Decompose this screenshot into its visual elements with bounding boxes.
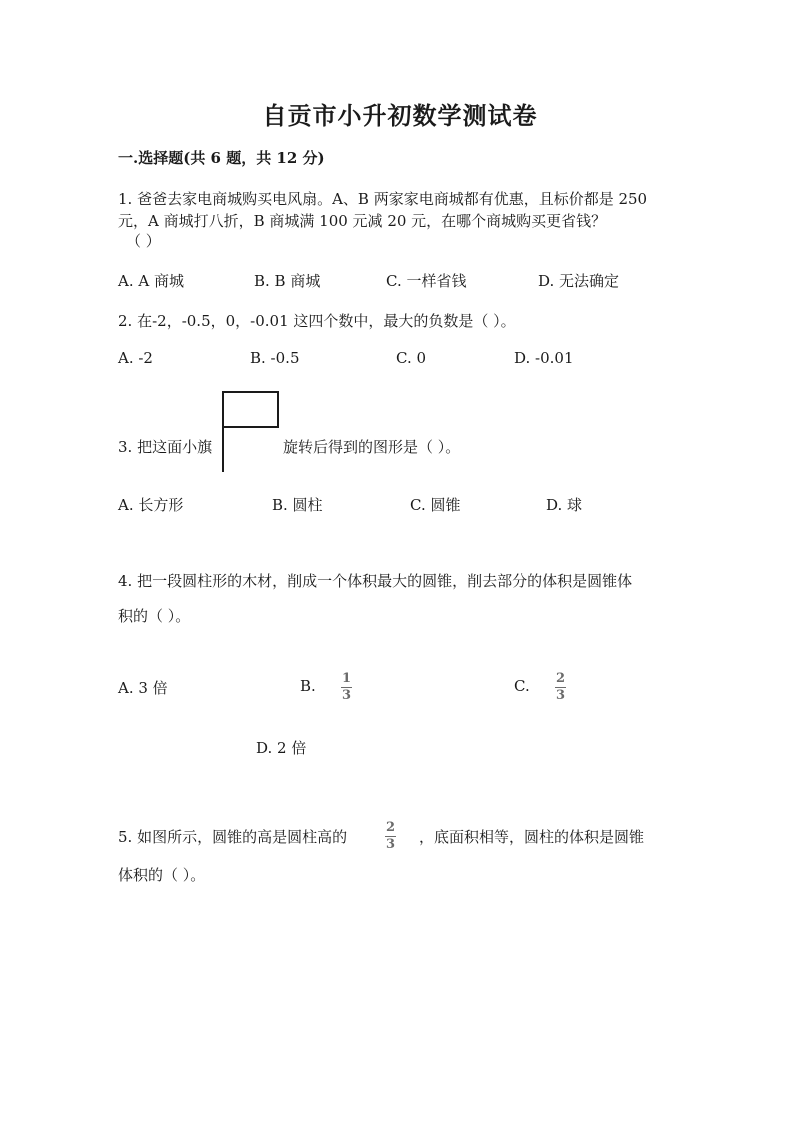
question-1-option-d[interactable]: D. 无法确定 — [538, 272, 620, 290]
question-2-option-a[interactable]: A. -2 — [118, 349, 153, 367]
question-1-line-1: 1. 爸爸去家电商城购买电风扇。A、B 两家家电商城都有优惠，且标价都是 250 — [118, 190, 648, 208]
fraction-denominator: 3 — [385, 837, 396, 852]
question-1-option-b[interactable]: B. B 商城 — [254, 272, 321, 290]
section-heading: 一.选择题(共 6 题，共 12 分) — [118, 149, 325, 167]
question-4-line-2: 积的（ ）。 — [118, 607, 191, 625]
page-title: 自贡市小升初数学测试卷 — [262, 101, 538, 130]
question-5-fraction — [385, 821, 396, 852]
flag-figure — [220, 390, 280, 474]
question-5-text-before: 5. 如图所示，圆锥的高是圆柱高的 — [118, 828, 348, 846]
question-1-option-c[interactable]: C. 一样省钱 — [386, 272, 467, 290]
question-1-line-2: 元，A 商城打八折，B 商城满 100 元减 20 元，在哪个商城购买更省钱？ — [118, 212, 607, 230]
question-3-option-a[interactable]: A. 长方形 — [118, 496, 184, 514]
fraction-denominator: 3 — [341, 688, 352, 703]
question-3-option-b[interactable]: B. 圆柱 — [272, 496, 323, 514]
question-1-answer-blank: （ ） — [126, 232, 161, 250]
question-2-text: 2. 在-2，-0.5，0，-0.01 这四个数中，最大的负数是（ ）。 — [118, 312, 516, 330]
question-3-text-before: 3. 把这面小旗 — [118, 438, 213, 456]
question-5-text-after: ，底面积相等，圆柱的体积是圆锥 — [419, 828, 645, 846]
question-4-option-c-label[interactable]: C. — [514, 677, 530, 695]
fraction-numerator: 1 — [341, 671, 352, 686]
question-5-line-2: 体积的（ ）。 — [118, 866, 206, 884]
question-2-option-b[interactable]: B. -0.5 — [250, 349, 300, 367]
question-3-option-d[interactable]: D. 球 — [546, 496, 583, 514]
fraction-numerator: 2 — [385, 820, 396, 835]
question-3-text-after: 旋转后得到的图形是（ ）。 — [283, 438, 461, 456]
question-1-option-a[interactable]: A. A 商城 — [118, 272, 184, 290]
fraction-numerator: 2 — [555, 671, 566, 686]
question-2-option-c[interactable]: C. 0 — [396, 349, 427, 367]
question-4-line-1: 4. 把一段圆柱形的木材，削成一个体积最大的圆锥，削去部分的体积是圆锥体 — [118, 572, 633, 590]
question-4-option-d[interactable]: D. 2 倍 — [256, 739, 307, 757]
question-2-option-d[interactable]: D. -0.01 — [514, 349, 574, 367]
question-4-option-a[interactable]: A. 3 倍 — [118, 679, 168, 697]
fraction-denominator: 3 — [555, 688, 566, 703]
question-4-option-b-label[interactable]: B. — [300, 677, 316, 695]
question-3-option-c[interactable]: C. 圆锥 — [410, 496, 461, 514]
question-4-option-b-fraction — [341, 672, 352, 703]
question-4-option-c-fraction — [555, 672, 566, 703]
